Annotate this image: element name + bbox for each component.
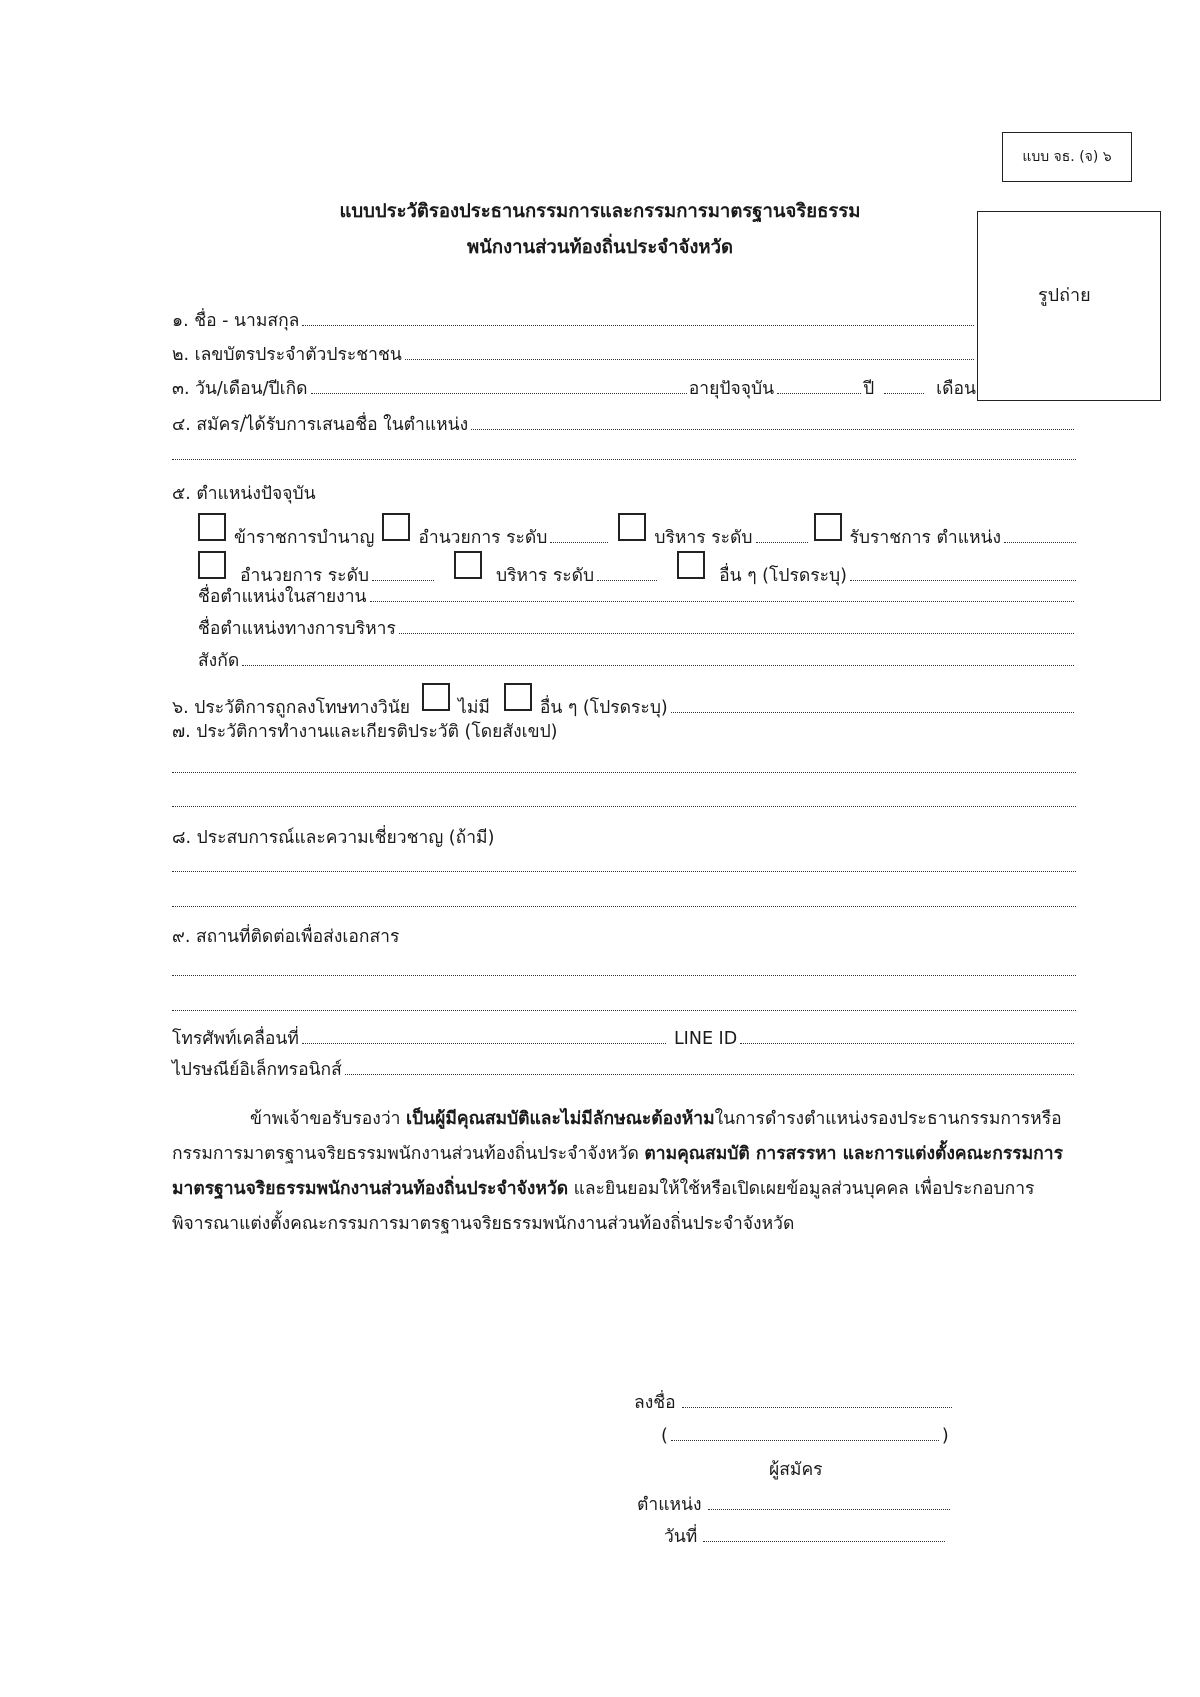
field-work-history-blank-2[interactable] bbox=[172, 805, 1076, 807]
field-line-id-blank[interactable] bbox=[740, 1042, 1074, 1044]
declaration-bold2: ตามคุณสมบัติ การสรรหา และการแต่งตั้งคณะกรรมการมาตรฐานจริยธรรมพนักงานส่วนท้องถิ่นประจำจังหวัด bbox=[172, 1144, 1063, 1199]
discipline-none-label: ไม่มี bbox=[458, 698, 490, 718]
opt-executive-level-blank[interactable] bbox=[756, 541, 808, 543]
field-name[interactable] bbox=[172, 309, 976, 333]
field-birthdate[interactable] bbox=[172, 377, 976, 401]
field-experience-label: ๘. ประสบการณ์และความเชี่ยวชาญ (ถ้ามี) bbox=[172, 828, 495, 848]
field-affiliation-label: สังกัด bbox=[198, 651, 240, 671]
opt-executive-level-2-label: บริหาร ระดับ bbox=[496, 566, 595, 586]
declaration-part2: ในการดำรงตำแหน่งรองประธานกรรมการหรือกรรมการมาตรฐานจริยธรรมพนักงานส่วนท้องถิ่นประจำจังหวัด bbox=[172, 1109, 1062, 1164]
signer-position-label: ตำแหน่ง bbox=[637, 1495, 702, 1515]
field-line-position-label: ชื่อตำแหน่งในสายงาน bbox=[198, 587, 367, 607]
field-id-card-blank[interactable] bbox=[405, 358, 974, 360]
field-affiliation[interactable] bbox=[198, 649, 1076, 673]
field-age-label: อายุปัจจุบัน bbox=[688, 379, 775, 399]
field-address-label: ๙. สถานที่ติดต่อเพื่อส่งเอกสาร bbox=[172, 927, 400, 947]
field-name-label: ๑. ชื่อ - นามสกุล bbox=[172, 311, 300, 331]
field-work-history-label: ๗. ประวัติการทำงานและเกียรติประวัติ (โดยสังเขป) bbox=[172, 722, 558, 742]
field-contact bbox=[172, 1027, 1076, 1051]
field-age-years-blank[interactable] bbox=[777, 392, 861, 394]
checkbox-executive-level-2[interactable] bbox=[454, 551, 482, 579]
checkbox-executive-level[interactable] bbox=[618, 513, 646, 541]
field-email-label: ไปรษณีย์อิเล็กทรอนิกส์ bbox=[172, 1060, 342, 1080]
field-age-months-blank[interactable] bbox=[884, 392, 924, 394]
field-birthdate-blank[interactable] bbox=[311, 392, 687, 394]
field-id-card-label: ๒. เลขบัตรประจำตัวประชาชน bbox=[172, 345, 402, 365]
field-line-id-label: LINE ID bbox=[673, 1029, 738, 1049]
field-applied-position-blank-2[interactable] bbox=[172, 458, 1076, 460]
form-code-box bbox=[1002, 132, 1132, 182]
field-month-label: เดือน bbox=[936, 379, 976, 399]
opt-civil-service-blank[interactable] bbox=[1004, 541, 1076, 543]
position-options-row2 bbox=[198, 553, 1078, 588]
field-work-history-blank-1[interactable] bbox=[172, 771, 1076, 773]
field-experience-blank-2[interactable] bbox=[172, 905, 1076, 907]
paren-open: ( bbox=[661, 1426, 668, 1446]
field-discipline-label: ๖. ประวัติการถูกลงโทษทางวินัย bbox=[172, 698, 411, 718]
checkbox-director-level[interactable] bbox=[382, 513, 410, 541]
opt-director-level-blank[interactable] bbox=[550, 541, 608, 543]
form-code: แบบ จธ. (จ) ๖ bbox=[1022, 149, 1112, 165]
checkbox-discipline-none[interactable] bbox=[422, 683, 450, 711]
field-discipline bbox=[172, 685, 1076, 720]
field-applied-position-label: ๔. สมัคร/ได้รับการเสนอชื่อ ในตำแหน่ง bbox=[172, 415, 469, 435]
field-address-blank-1[interactable] bbox=[172, 974, 1076, 976]
field-applied-position-blank[interactable] bbox=[471, 428, 1074, 430]
field-experience-blank-1[interactable] bbox=[172, 870, 1076, 872]
field-phone-label: โทรศัพท์เคลื่อนที่ bbox=[172, 1029, 299, 1049]
photo-box bbox=[977, 211, 1161, 401]
field-applied-position[interactable] bbox=[172, 413, 1076, 437]
signature-name-line[interactable] bbox=[661, 1424, 949, 1448]
declaration-part1: ข้าพเจ้าขอรับรองว่า bbox=[250, 1109, 407, 1129]
signature-name-blank[interactable] bbox=[671, 1439, 939, 1441]
opt-pensioner-label: ข้าราชการบำนาญ bbox=[234, 528, 375, 548]
checkbox-discipline-other[interactable] bbox=[504, 683, 532, 711]
opt-other-position-blank[interactable] bbox=[850, 579, 1076, 581]
field-id-card[interactable] bbox=[172, 343, 976, 367]
form-title-line1: แบบประวัติรองประธานกรรมการและกรรมการมาตรฐานจริยธรรม bbox=[339, 201, 861, 222]
opt-executive-level-2-blank[interactable] bbox=[597, 579, 657, 581]
checkbox-director-level-2[interactable] bbox=[198, 551, 226, 579]
checkbox-other-position[interactable] bbox=[677, 551, 705, 579]
field-affiliation-blank[interactable] bbox=[242, 664, 1074, 666]
signer-position-blank[interactable] bbox=[708, 1508, 950, 1510]
checkbox-pensioner[interactable] bbox=[198, 513, 226, 541]
declaration-part3: และยินยอมให้ใช้หรือเปิดเผยข้อมูลส่วนบุคคล เพื่อประกอบการพิจารณาแต่งตั้งคณะกรรมการมาตรฐานจริยธรรมพนักงานส่วนท้องถิ่นประจำจังหวัด bbox=[172, 1179, 1035, 1234]
signature-blank[interactable] bbox=[682, 1406, 952, 1408]
field-line-position[interactable] bbox=[198, 585, 1076, 609]
opt-director-level-2-blank[interactable] bbox=[372, 579, 434, 581]
paren-close: ) bbox=[941, 1426, 949, 1446]
signature-label: ลงชื่อ bbox=[634, 1393, 676, 1413]
field-admin-position[interactable] bbox=[198, 617, 1076, 641]
date-line[interactable] bbox=[664, 1525, 948, 1549]
declaration-paragraph bbox=[172, 1102, 1076, 1242]
field-birthdate-label: ๓. วัน/เดือน/ปีเกิด bbox=[172, 379, 308, 399]
field-phone-blank[interactable] bbox=[302, 1042, 666, 1044]
declaration-bold1: เป็นผู้มีคุณสมบัติและไม่มีลักษณะต้องห้าม bbox=[406, 1109, 715, 1129]
applicant-label: ผู้สมัคร bbox=[769, 1460, 823, 1480]
field-year-label: ปี bbox=[863, 379, 875, 399]
signer-position-line[interactable] bbox=[637, 1493, 953, 1517]
position-options-row1 bbox=[198, 515, 1078, 550]
opt-civil-service-label: รับราชการ ตำแหน่ง bbox=[849, 528, 1002, 548]
form-title-line2: พนักงานส่วนท้องถิ่นประจำจังหวัด bbox=[467, 237, 733, 258]
opt-other-position-label: อื่น ๆ (โปรดระบุ) bbox=[719, 566, 847, 586]
field-admin-position-blank[interactable] bbox=[399, 632, 1074, 634]
signature-line[interactable] bbox=[634, 1391, 955, 1415]
field-current-position-label: ๕. ตำแหน่งปัจจุบัน bbox=[172, 484, 316, 504]
date-label: วันที่ bbox=[664, 1527, 698, 1547]
discipline-other-blank[interactable] bbox=[671, 711, 1074, 713]
field-email[interactable] bbox=[172, 1058, 1076, 1082]
opt-director-level-2-label: อำนวยการ ระดับ bbox=[240, 566, 370, 586]
opt-executive-level-label: บริหาร ระดับ bbox=[654, 528, 753, 548]
photo-label: รูปถ่าย bbox=[1038, 285, 1091, 306]
field-name-blank[interactable] bbox=[302, 324, 974, 326]
field-email-blank[interactable] bbox=[345, 1073, 1074, 1075]
date-blank[interactable] bbox=[703, 1540, 945, 1542]
field-address-blank-2[interactable] bbox=[172, 1009, 1076, 1011]
checkbox-civil-service[interactable] bbox=[814, 513, 842, 541]
field-line-position-blank[interactable] bbox=[370, 600, 1074, 602]
opt-director-level-label: อำนวยการ ระดับ bbox=[418, 528, 548, 548]
field-admin-position-label: ชื่อตำแหน่งทางการบริหาร bbox=[198, 619, 396, 639]
discipline-other-label: อื่น ๆ (โปรดระบุ) bbox=[539, 698, 668, 718]
